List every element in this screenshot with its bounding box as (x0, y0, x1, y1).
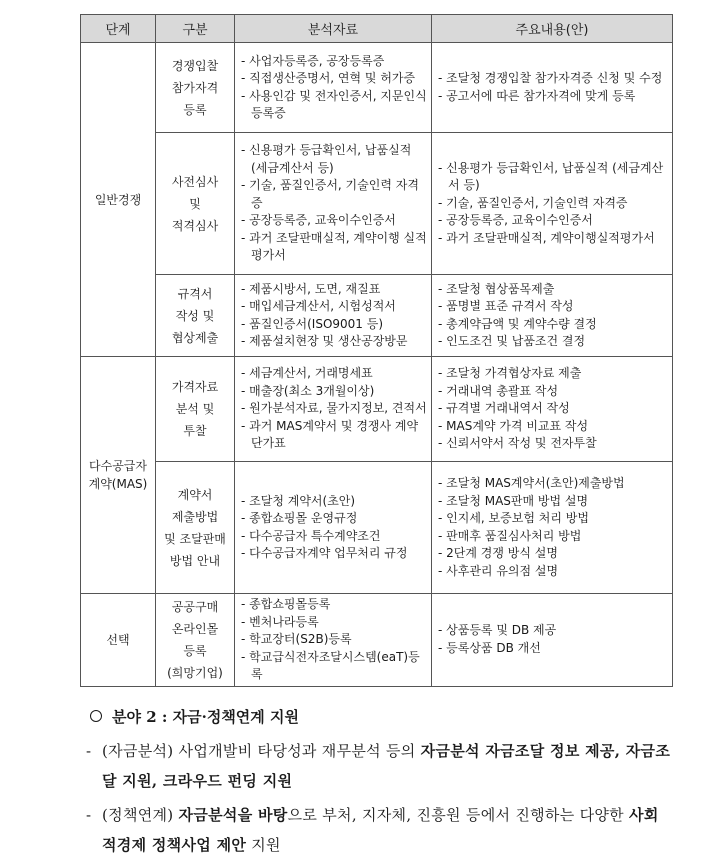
category-line: 협상제출 (171, 330, 219, 345)
list-item: - 2단계 경쟁 방식 설명 (438, 545, 668, 563)
table-row (81, 43, 673, 133)
paragraph-label: (정책연계) (102, 806, 174, 824)
category-line: 및 (189, 196, 201, 211)
list-item: - 세금계산서, 거래명세표 (241, 365, 427, 383)
contents-list (432, 473, 672, 582)
list-item: - 조달청 경쟁입찰 참가자격증 신청 및 수정 (438, 70, 668, 88)
list-item: - 인도조건 및 납품조건 결정 (438, 333, 668, 351)
list-item: - 학교급식전자조달시스템(eaT)등록 (241, 649, 427, 684)
materials-list (235, 363, 431, 455)
contents-cell (432, 275, 673, 357)
materials-cell (235, 43, 432, 133)
list-item: - 사용인감 및 전자인증서, 지문인식등록증 (241, 88, 427, 123)
header-stage: 단계 (81, 15, 156, 43)
paragraph-emphasis: 사회적경제 정책사업 제안 (102, 806, 659, 854)
materials-cell (235, 594, 432, 687)
contents-list (432, 363, 672, 455)
list-item: - 제품시방서, 도면, 재질표 (241, 281, 427, 299)
category-line: 및 조달판매 (164, 531, 226, 546)
category-line: 등록 (183, 643, 207, 658)
list-item: - 제품설치현장 및 생산공장방문 (241, 333, 427, 351)
paragraph-label: (자금분석) (102, 742, 174, 760)
category-line: 작성 및 (175, 308, 215, 323)
section-title: 분야 2 : 자금·정책연계 지원 (112, 708, 299, 726)
list-item: - 다수공급자계약 업무처리 규정 (241, 545, 427, 563)
materials-list (235, 491, 431, 565)
header-category: 구분 (156, 15, 235, 43)
list-item: - 매출장(최소 3개월이상) (241, 383, 427, 401)
category-line: 분석 및 (175, 402, 215, 416)
list-item: - 직접생산증명서, 연혁 및 허가증 (241, 70, 427, 88)
list-item: - 총계약금액 및 계약수량 결정 (438, 316, 668, 334)
category-line: 계약서 (177, 487, 213, 502)
category-line: 경쟁입찰 (171, 58, 219, 73)
list-item: - 신용평가 등급확인서, 납품실적(세금계산서 등) (241, 142, 427, 177)
category-line: 제출방법 (171, 509, 219, 524)
category-line: 공공구매 (171, 599, 219, 614)
contents-cell (432, 357, 673, 462)
consulting-table (80, 14, 673, 687)
stage-cell: 일반경쟁 (81, 43, 156, 357)
materials-list (235, 594, 431, 686)
dash-bullet-icon: - (86, 742, 92, 760)
category-line: 적격심사 (171, 218, 219, 233)
category-line: 등록 (183, 102, 207, 117)
list-item: - 벤처나라등록 (241, 614, 427, 632)
category-cell (156, 462, 235, 594)
category-line: 참가자격 (171, 80, 219, 95)
list-item: - 조달청 계약서(초안) (241, 493, 427, 511)
list-item: - 종합쇼핑몰 운영규정 (241, 510, 427, 528)
stage-cell: 선택 (81, 594, 156, 687)
list-item: - 공장등록증, 교육이수인증서 (438, 212, 668, 230)
list-item: - 상품등록 및 DB 제공 (438, 622, 668, 640)
category-line: 온라인몰 (171, 621, 219, 636)
category-cell (156, 357, 235, 462)
category-cell (156, 275, 235, 357)
list-item: - 매입세금계산서, 시험성적서 (241, 298, 427, 316)
table-row (81, 275, 673, 357)
materials-cell (235, 357, 432, 462)
materials-list (235, 279, 431, 353)
table-row (81, 133, 673, 275)
contents-cell (432, 133, 673, 275)
list-item: - 학교장터(S2B)등록 (241, 631, 427, 649)
category-line: 규격서 (177, 286, 213, 301)
list-item: - 원가분석자료, 물가지정보, 견적서 (241, 400, 427, 418)
contents-list (432, 279, 672, 353)
list-item: - 조달청 MAS판매 방법 설명 (438, 493, 668, 511)
category-line: 가격자료 (171, 380, 219, 394)
category-line: 방법 안내 (169, 553, 221, 568)
category-line: 투찰 (183, 424, 207, 438)
list-item: - 공고서에 따른 참가자격에 맞게 등록 (438, 88, 668, 106)
list-item: - 조달청 MAS계약서(초안)제출방법 (438, 475, 668, 493)
list-item: - 기술, 품질인증서, 기술인력 자격증 (438, 195, 668, 213)
category-cell (156, 43, 235, 133)
table-header-row (81, 15, 673, 43)
section-heading (90, 706, 299, 727)
category-cell (156, 594, 235, 687)
list-item: - 조달청 가격협상자료 제출 (438, 365, 668, 383)
materials-list (235, 51, 431, 125)
paragraph-fund-analysis: - (자금분석) 사업개발비 타당성과 재무분석 등의 자금분석 자금조달 정보 제공, 자금조달 지원, 크라우드 펀딩 지원 (86, 736, 672, 796)
table-row (81, 594, 673, 687)
list-item: - 품질인증서(ISO9001 등) (241, 316, 427, 334)
category-line: 사전심사 (171, 174, 219, 189)
contents-cell (432, 594, 673, 687)
list-item: - 규격별 거래내역서 작성 (438, 400, 668, 418)
paragraph-emphasis: 자금분석 자금조달 정보 제공, 자금조달 지원, 크라우드 펀딩 지원 (102, 742, 671, 790)
list-item: - 인지세, 보증보험 처리 방법 (438, 510, 668, 528)
list-item: - 등록상품 DB 개선 (438, 640, 668, 658)
contents-list (432, 68, 672, 107)
contents-list (432, 158, 672, 250)
list-item: - 과거 조달판매실적, 계약이행실적평가서 (438, 230, 668, 248)
list-item: - 과거 조달판매실적, 계약이행 실적평가서 (241, 230, 427, 265)
list-item: - 다수공급자 특수계약조건 (241, 528, 427, 546)
list-item: - 판매후 품질심사처리 방법 (438, 528, 668, 546)
list-item: - 거래내역 총괄표 작성 (438, 383, 668, 401)
list-item: - 신뢰서약서 작성 및 전자투찰 (438, 435, 668, 453)
stage-cell: 다수공급자계약(MAS) (81, 357, 156, 594)
paragraph-policy-link: - (정책연계) 자금분석을 바탕으로 부처, 지자체, 진흥원 등에서 진행하는 다양한 사회적경제 정책사업 제안 지원 (86, 800, 672, 860)
table-row (81, 357, 673, 462)
materials-list (235, 140, 431, 267)
header-contents: 주요내용(안) (432, 15, 673, 43)
table-row (81, 462, 673, 594)
list-item: - 공장등록증, 교육이수인증서 (241, 212, 427, 230)
list-item: - 신용평가 등급확인서, 납품실적 (세금계산서 등) (438, 160, 668, 195)
list-item: - 품명별 표준 규격서 작성 (438, 298, 668, 316)
contents-cell (432, 43, 673, 133)
list-item: - 조달청 협상품목제출 (438, 281, 668, 299)
materials-cell (235, 275, 432, 357)
category-line: (희망기업) (167, 665, 223, 680)
materials-cell (235, 462, 432, 594)
dash-bullet-icon: - (86, 806, 92, 824)
category-cell (156, 133, 235, 275)
materials-cell (235, 133, 432, 275)
list-item: - 과거 MAS계약서 및 경쟁사 계약단가표 (241, 418, 427, 453)
contents-list (432, 620, 672, 659)
list-item: - 기술, 품질인증서, 기술인력 자격증 (241, 177, 427, 212)
list-item: - MAS계약 가격 비교표 작성 (438, 418, 668, 436)
list-item: - 종합쇼핑몰등록 (241, 596, 427, 614)
paragraph-emphasis: 자금분석을 바탕 (178, 806, 288, 824)
contents-cell (432, 462, 673, 594)
list-item: - 사업자등록증, 공장등록증 (241, 53, 427, 71)
header-materials: 분석자료 (235, 15, 432, 43)
circle-bullet-icon (90, 710, 102, 722)
list-item: - 사후관리 유의점 설명 (438, 563, 668, 581)
